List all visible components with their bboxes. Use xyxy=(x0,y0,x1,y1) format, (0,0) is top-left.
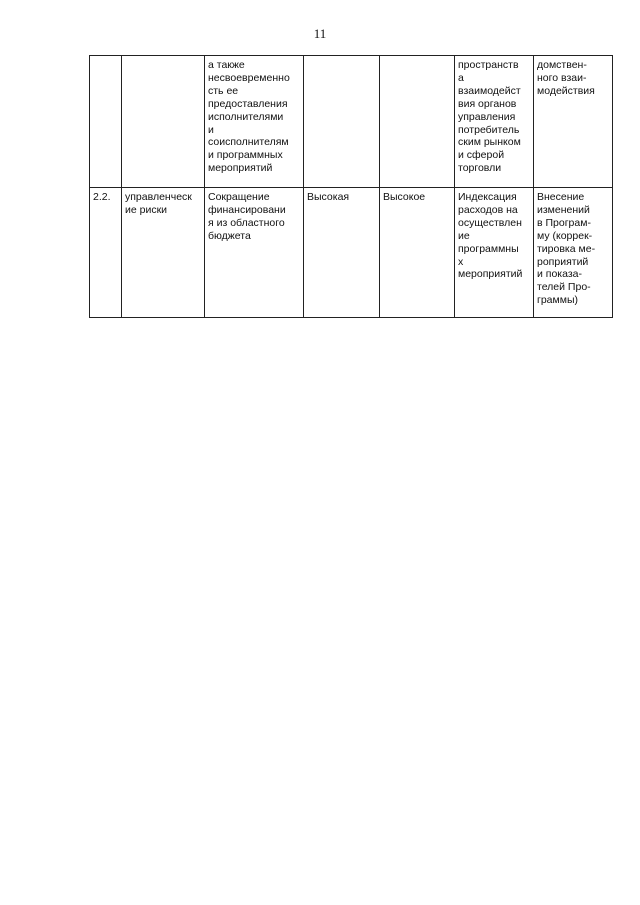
cell-number xyxy=(90,188,122,318)
table-row xyxy=(90,188,613,318)
cell-description xyxy=(205,56,304,188)
cell-description-text: а также несвоевременно сть ее предоставления исполнителями и соисполнителям и программных мероприятий xyxy=(208,59,290,175)
cell-cause xyxy=(455,56,534,188)
cell-measures xyxy=(534,56,613,188)
cell-probability-text: Высокая xyxy=(307,191,350,203)
page-number: 11 xyxy=(313,26,327,41)
cell-impact-text: Высокое xyxy=(383,191,426,203)
cell-number xyxy=(90,56,122,188)
cell-risk-type xyxy=(122,188,205,318)
cell-description-text: Сокращение финансировани я из областного бюджета xyxy=(208,191,286,242)
cell-cause-text: пространств а взаимодейст вия органов управления потребитель ским рынком и сферой торговли xyxy=(458,59,521,175)
cell-measures-text: Внесение изменений в Програм- му (коррек- тировка ме- роприятий и показа- телей Про- граммы) xyxy=(537,191,596,307)
cell-cause-text: Индексация расходов на осуществлен ие программны х мероприятий xyxy=(458,191,523,281)
cell-impact xyxy=(380,188,455,318)
cell-probability xyxy=(304,56,380,188)
cell-cause xyxy=(455,188,534,318)
table-row xyxy=(90,56,613,188)
cell-risk-type-text: управленческ ие риски xyxy=(125,191,192,216)
cell-number-text: 2.2. xyxy=(93,191,111,203)
cell-probability xyxy=(304,188,380,318)
cell-risk-type xyxy=(122,56,205,188)
risk-table xyxy=(89,55,613,318)
cell-description xyxy=(205,188,304,318)
cell-measures xyxy=(534,188,613,318)
cell-measures-text: домствен- ного взаи- модействия xyxy=(537,59,595,97)
cell-impact xyxy=(380,56,455,188)
